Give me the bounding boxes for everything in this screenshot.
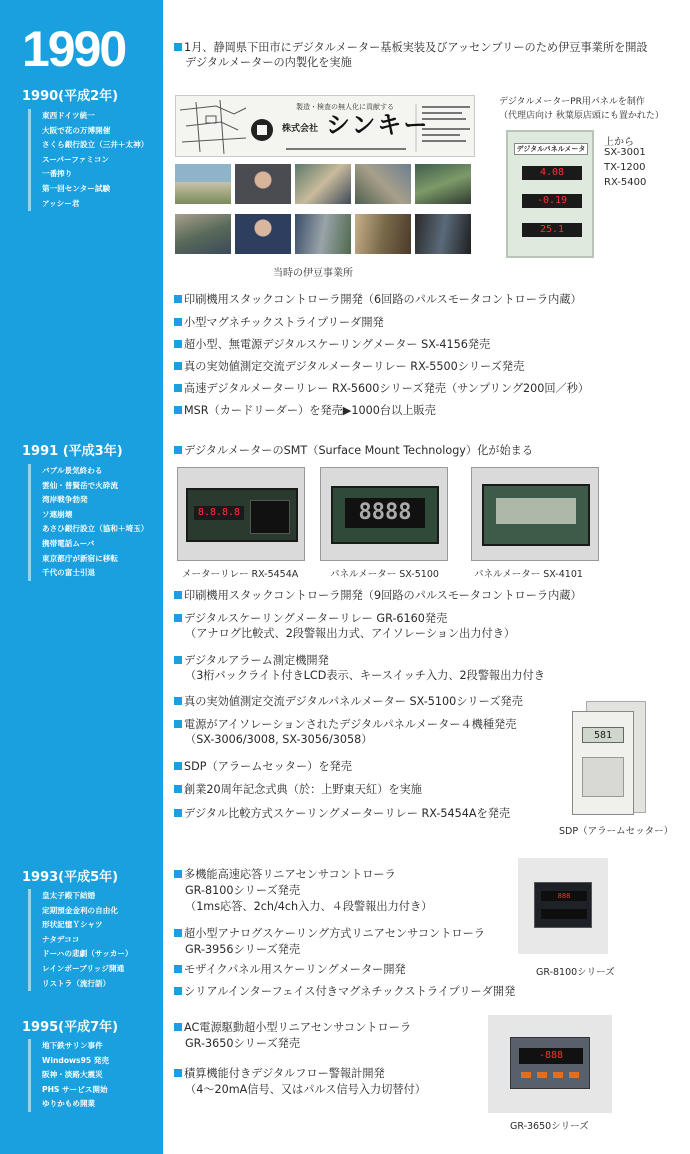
event-item: ナタデココ [42, 934, 80, 944]
product-photo-rx5454a: 8.8.8.8 [177, 467, 305, 561]
bullet-square-icon [174, 406, 182, 414]
photos-caption: 当時の伊豆事業所 [273, 268, 353, 279]
photo-pcb [415, 164, 471, 204]
event-item: ドーハの悲劇（サッカー） [42, 949, 133, 959]
event-item: 東京都庁が新宿に移転 [42, 553, 118, 563]
event-item: 定期預金金利の自由化 [42, 905, 118, 915]
bullet-square-icon [174, 295, 182, 303]
sdp-device-photo [562, 697, 664, 817]
item-1990: 高速デジタルメーターリレー RX-5600シリーズ発売（サンプリング200回／秒） [174, 381, 589, 396]
year-heading-1991: 1991 (平成3年) [22, 444, 123, 459]
world-events-1991 [28, 464, 148, 581]
event-item: さくら銀行設立（三井＋太神） [42, 140, 149, 150]
item-1990: 印刷機用スタックコントローラ開発（6回路のパルスモータコントローラ内蔵） [174, 292, 582, 307]
bullet-square-icon [174, 720, 182, 728]
photo-meter [415, 214, 471, 254]
item-1991: SDP（アラームセッター）を発売 [174, 759, 352, 774]
photo-staff [235, 214, 291, 254]
ad-tagline: 製造・検査の無人化に貢献する [296, 103, 394, 111]
bullet-square-icon [174, 965, 182, 973]
item-1993: 多機能高速応答リニアセンサコントローラ GR-8100シリーズ発売 （1ms応答、2ch/4ch入力、４段警報出力付き） [174, 867, 432, 915]
photo-line [295, 214, 351, 254]
event-item: 第一回センター試験 [42, 183, 111, 193]
event-item: 千代の富士引退 [42, 568, 96, 578]
gr8100-caption: GR-8100シリーズ [536, 967, 615, 978]
event-item: 東西ドイツ統一 [42, 111, 95, 120]
sdp-caption: SDP（アラームセッター） [559, 826, 674, 837]
item-1993: シリアルインターフェイス付きマグネチックストライプリーダ開発 [174, 984, 515, 999]
photo-building [175, 164, 231, 204]
year-heading-1993: 1993(平成5年) [22, 870, 119, 885]
event-item: ゆりかもめ開業 [42, 1099, 96, 1109]
photo-workers [175, 214, 231, 254]
pr-panel-title: デジタルパネルメータ [514, 143, 588, 155]
bullet-square-icon [174, 656, 182, 664]
sx5100-display: 8888 [345, 498, 425, 528]
event-item: 携帯電話ムーバ [42, 538, 95, 548]
event-item: PHS サービス開始 [42, 1084, 108, 1094]
world-events-1990 [28, 109, 148, 211]
gr3650-photo: -888 [488, 1015, 612, 1113]
photo-products [355, 214, 411, 254]
lead-1990: 1月、静岡県下田市にデジタルメーター基板実装及びアッセンブリーのため伊豆事業所を開設 デジタルメーターの内製化を実施 [174, 40, 648, 70]
bullet-square-icon [174, 1069, 182, 1077]
pr-readout-2: -0.19 [522, 194, 582, 208]
pr-model-3: RX-5400 [604, 177, 647, 188]
ad-company-prefix: 株式会社 [282, 124, 319, 134]
bullet-square-icon [174, 762, 182, 770]
event-item: 一番搾り [42, 169, 73, 179]
item-1993: 超小型アナログスケーリング方式リニアセンサコントローラ GR-3956シリーズ発売 [174, 926, 485, 958]
year-heading-1990: 1990(平成2年) [22, 89, 119, 104]
bullet-square-icon [174, 1023, 182, 1031]
item-1991: デジタルアラーム測定機開発 （3桁バックライト付きLCD表示、キースイッチ入力、2段警報出力付き [174, 653, 545, 683]
event-item: ソ連崩壊 [42, 509, 73, 519]
bullet-square-icon [174, 591, 182, 599]
bullet-square-icon [174, 43, 182, 51]
lead-1991: デジタルメーターのSMT（Surface Mount Technology）化が始まる [174, 443, 533, 458]
event-item: 雲仙・普賢岳で火砕流 [42, 480, 118, 490]
item-1990: 小型マグネチックストライプリーダ開発 [174, 315, 384, 330]
item-1990: 真の実効値測定交流デジタルメーターリレー RX-5500シリーズ発売 [174, 359, 524, 374]
company-ad [175, 95, 475, 157]
bullet-square-icon [174, 446, 182, 454]
photo-workshop [295, 164, 351, 204]
event-item: リストラ（流行語） [42, 978, 111, 988]
photo-person [235, 164, 291, 204]
pr-readout-3: 25.1 [522, 223, 582, 237]
caption-sx5100: パネルメーター SX-5100 [330, 569, 439, 580]
ad-company-name: シンキー [326, 111, 430, 139]
pr-panel [506, 130, 594, 258]
item-1991: 創業20周年記念式典（於：上野東天紅）を実施 [174, 782, 422, 797]
sdp-display: 581 [582, 727, 624, 743]
bullet-square-icon [174, 785, 182, 793]
item-1990: 超小型、無電源デジタルスケーリングメーター SX-4156発売 [174, 337, 490, 352]
item-1991: 印刷機用スタックコントローラ開発（9回路のパルスモータコントローラ内蔵） [174, 588, 582, 603]
bullet-square-icon [174, 384, 182, 392]
pr-caption-line2: （代理店向け 秋葉原店頭にも置かれた） [499, 111, 664, 121]
event-item: 湾岸戦争勃発 [42, 495, 88, 505]
bullet-square-icon [174, 987, 182, 995]
bullet-square-icon [174, 318, 182, 326]
bullet-square-icon [174, 870, 182, 878]
event-item: アッシー君 [42, 198, 80, 208]
item-1991: デジタル比較方式スケーリングメーターリレー RX-5454Aを発売 [174, 806, 510, 821]
item-1995: AC電源駆動超小型リニアセンサコントローラ GR-3650シリーズ発売 [174, 1020, 411, 1052]
bullet-square-icon [174, 697, 182, 705]
world-events-1993 [28, 889, 133, 991]
gr8100-photo: 888 [518, 858, 608, 954]
caption-sx4101: パネルメーター SX-4101 [474, 569, 583, 580]
event-item: 形状記憶Ｙシャツ [42, 920, 103, 930]
event-item: 皇太子殿下結婚 [42, 891, 96, 900]
caption-rx5454a: メーターリレー RX-5454A [182, 569, 299, 580]
pr-readout-1: 4.08 [522, 166, 582, 180]
pr-model-2: TX-1200 [604, 162, 646, 173]
bullet-square-icon [174, 809, 182, 817]
gr3650-caption: GR-3650シリーズ [510, 1121, 589, 1132]
pr-caption-line1: デジタルメーターPR用パネルを制作 [499, 97, 645, 107]
event-item: 阪神・淡路大震災 [42, 1070, 103, 1080]
event-item: 大阪で花の万博開催 [42, 125, 111, 135]
photo-assembly [355, 164, 411, 204]
event-item: あさひ銀行設立（協和＋埼玉） [42, 524, 149, 534]
event-item: Windows95 発売 [42, 1055, 109, 1065]
item-1991: 電源がアイソレーションされたデジタルパネルメーター４機種発売 （SX-3006/3008, SX-3056/3058） [174, 717, 516, 747]
world-events-1995 [28, 1039, 109, 1112]
pr-models-label: 上から [604, 137, 634, 148]
event-item: バブル景気終わる [42, 466, 103, 475]
product-photo-sx4101 [471, 467, 599, 561]
pr-model-1: SX-3001 [604, 147, 646, 158]
bullet-square-icon [174, 614, 182, 622]
event-item: スーパーファミコン [42, 154, 110, 164]
timeline-sidebar [0, 0, 163, 1154]
big-year: 1990 [22, 21, 126, 77]
bullet-square-icon [174, 929, 182, 937]
bullet-square-icon [174, 340, 182, 348]
bullet-square-icon [174, 362, 182, 370]
item-1991: 真の実効値測定交流デジタルパネルメーター SX-5100シリーズ発売 [174, 694, 523, 709]
factory-photo-grid [175, 164, 475, 262]
event-item: 地下鉄サリン事件 [42, 1041, 103, 1050]
item-1991: デジタルスケーリングメーターリレー GR-6160発売 （アナログ比較式、2段警報出力式、アイソレーション出力付き） [174, 611, 515, 641]
item-1990: MSR（カードリーダー）を発売▶1000台以上販売 [174, 403, 436, 418]
product-photo-sx5100 [320, 467, 448, 561]
item-1993: モザイクパネル用スケーリングメーター開発 [174, 962, 406, 977]
year-heading-1995: 1995(平成7年) [22, 1020, 119, 1035]
event-item: レインボーブリッジ開通 [42, 963, 125, 973]
item-1995: 積算機能付きデジタルフロー警報計開発 （4～20mA信号、又はパルス信号入力切替付） [174, 1066, 426, 1098]
